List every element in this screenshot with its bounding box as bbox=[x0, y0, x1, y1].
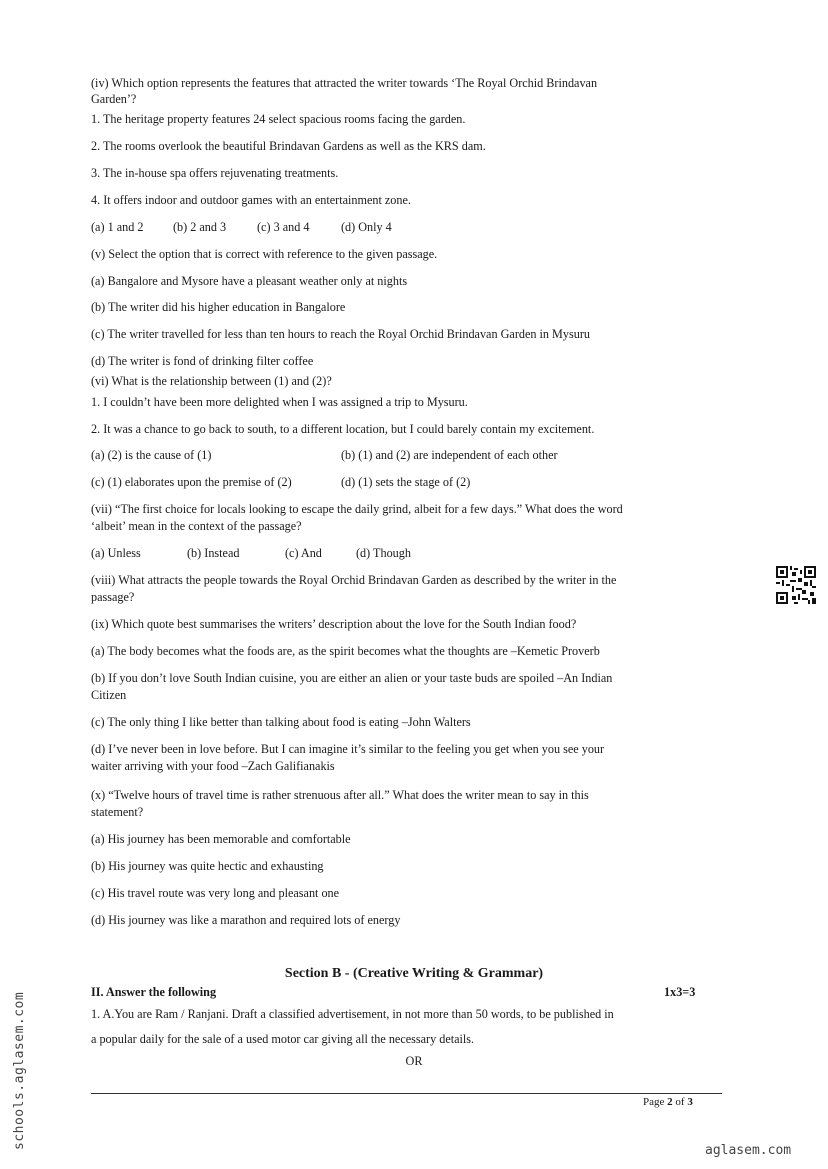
q5-option-d: (d) The writer is fond of drinking filter coffee bbox=[91, 354, 314, 368]
q4-statement-3: 3. The in-house spa offers rejuvenating treatments. bbox=[91, 166, 339, 180]
q10-option-b: (b) His journey was quite hectic and exhausting bbox=[91, 859, 324, 873]
q4-question-line1: (iv) Which option represents the features that attracted the writer towards ‘The Royal Orchid Brindavan bbox=[91, 76, 598, 90]
q7-option-c: (c) And bbox=[285, 546, 322, 560]
q8-question-line2: passage? bbox=[91, 590, 135, 604]
q4-option-b: (b) 2 and 3 bbox=[173, 220, 227, 234]
q10-option-a: (a) His journey has been memorable and comfortable bbox=[91, 832, 351, 846]
section-b-marks: 1x3=3 bbox=[664, 985, 696, 999]
q4-question-line2: Garden’? bbox=[91, 92, 137, 106]
q9-option-d-line1: (d) I’ve never been in love before. But I can imagine it’s similar to the feeling you get when you see your bbox=[91, 742, 605, 756]
horizontal-watermark: aglasem.com bbox=[705, 1143, 792, 1158]
q7-option-a: (a) Unless bbox=[91, 546, 141, 560]
q7-question-line1: (vii) “The first choice for locals looking to escape the daily grind, albeit for a few days.” What does the word bbox=[91, 502, 623, 516]
q7-option-d: (d) Though bbox=[356, 546, 411, 560]
section-b-title: Section B - (Creative Writing & Grammar) bbox=[284, 966, 544, 981]
page-prefix: Page bbox=[643, 1096, 668, 1108]
q9-option-c: (c) The only thing I like better than talking about food is eating –John Walters bbox=[91, 715, 471, 729]
q5-question: (v) Select the option that is correct with reference to the given passage. bbox=[91, 247, 438, 261]
q9-option-d-line2: waiter arriving with your food –Zach Galifianakis bbox=[91, 759, 335, 773]
q6-question: (vi) What is the relationship between (1) and (2)? bbox=[91, 374, 332, 388]
page-number bbox=[643, 1096, 693, 1108]
q4-option-a: (a) 1 and 2 bbox=[91, 220, 144, 234]
q6-option-b: (b) (1) and (2) are independent of each other bbox=[341, 448, 558, 462]
q6-option-a: (a) (2) is the cause of (1) bbox=[91, 448, 212, 462]
q9-option-b-line1: (b) If you don’t love South Indian cuisine, you are either an alien or your taste buds are spoiled –An Indian bbox=[91, 671, 613, 685]
q9-option-b-line2: Citizen bbox=[91, 688, 127, 702]
q6-statement-2: 2. It was a chance to go back to south, to a different location, but I could barely contain my excitement. bbox=[91, 422, 595, 436]
q4-statement-2: 2. The rooms overlook the beautiful Brindavan Gardens as well as the KRS dam. bbox=[91, 139, 486, 153]
q9-option-a: (a) The body becomes what the foods are, as the spirit becomes what the thoughts are –Kemetic Proverb bbox=[91, 644, 600, 658]
q5-option-b: (b) The writer did his higher education in Bangalore bbox=[91, 300, 346, 314]
section-b-q1-line2: a popular daily for the sale of a used motor car giving all the necessary details. bbox=[91, 1032, 475, 1046]
vertical-watermark: schools.aglasem.com bbox=[12, 991, 27, 1150]
q8-question-line1: (viii) What attracts the people towards the Royal Orchid Brindavan Garden as described by the writer in the bbox=[91, 573, 617, 587]
q4-option-d: (d) Only 4 bbox=[341, 220, 392, 234]
q5-option-a: (a) Bangalore and Mysore have a pleasant weather only at nights bbox=[91, 274, 408, 288]
q4-statement-1: 1. The heritage property features 24 select spacious rooms facing the garden. bbox=[91, 112, 466, 126]
qr-code-icon bbox=[776, 566, 816, 604]
q4-statement-4: 4. It offers indoor and outdoor games with an entertainment zone. bbox=[91, 193, 411, 207]
or-divider-text: OR bbox=[405, 1054, 423, 1068]
q7-question-line2: ‘albeit’ mean in the context of the passage? bbox=[91, 519, 302, 533]
q6-option-d: (d) (1) sets the stage of (2) bbox=[341, 475, 471, 489]
q7-option-b: (b) Instead bbox=[187, 546, 240, 560]
footer-rule bbox=[91, 1093, 722, 1094]
section-b-q1-line1: 1. A.You are Ram / Ranjani. Draft a classified advertisement, in not more than 50 words, to be published in bbox=[91, 1007, 614, 1021]
page-mid: of bbox=[672, 1096, 688, 1108]
q10-question-line2: statement? bbox=[91, 805, 144, 819]
q5-option-c: (c) The writer travelled for less than ten hours to reach the Royal Orchid Brindavan Garden in Mysuru bbox=[91, 327, 590, 341]
q6-option-c: (c) (1) elaborates upon the premise of (2) bbox=[91, 475, 292, 489]
page-current: 2 bbox=[667, 1096, 673, 1108]
q10-option-c: (c) His travel route was very long and pleasant one bbox=[91, 886, 340, 900]
q9-question: (ix) Which quote best summarises the writers’ description about the love for the South Indian food? bbox=[91, 617, 577, 631]
section-b-heading: II. Answer the following bbox=[91, 985, 217, 999]
page-total: 3 bbox=[687, 1096, 693, 1108]
q4-option-c: (c) 3 and 4 bbox=[257, 220, 310, 234]
q6-statement-1: 1. I couldn’t have been more delighted when I was assigned a trip to Mysuru. bbox=[91, 395, 468, 409]
q10-option-d: (d) His journey was like a marathon and required lots of energy bbox=[91, 913, 401, 927]
q10-question-line1: (x) “Twelve hours of travel time is rather strenuous after all.” What does the writer mean to say in this bbox=[91, 788, 589, 802]
